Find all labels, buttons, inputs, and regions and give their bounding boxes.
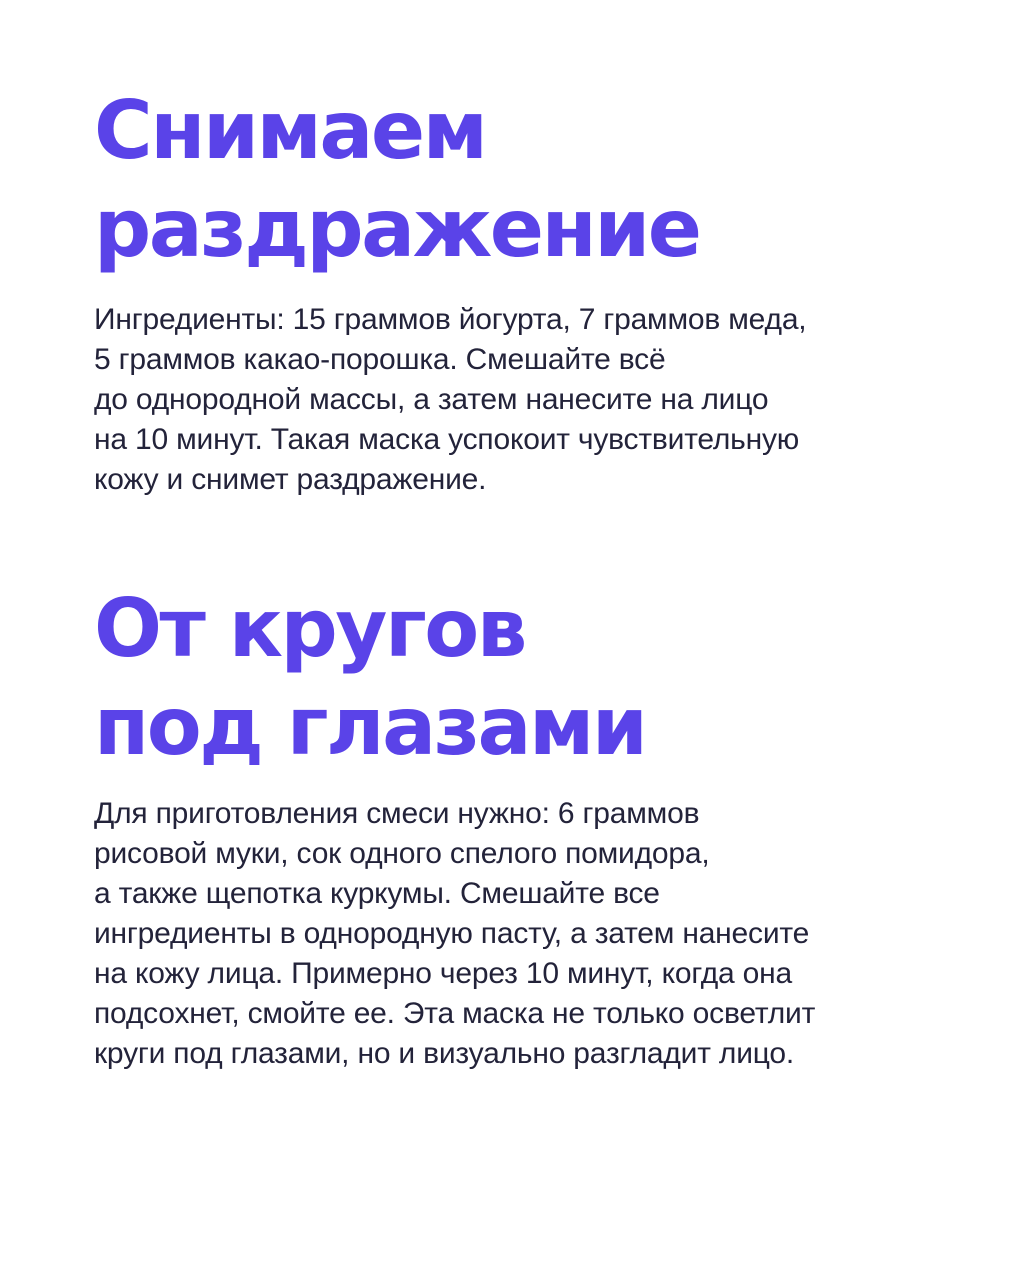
heading-line: От кругов (94, 582, 525, 675)
heading-line: под глазами (94, 680, 646, 773)
section-paragraph (94, 300, 806, 500)
paragraph-line: Ингредиенты: 15 граммов йогурта, 7 граммов меда, (94, 303, 807, 336)
paragraph-line: ингредиенты в однородную пасту, а затем нанесите (94, 917, 810, 950)
paragraph-line: рисовой муки, сок одного спелого помидора, (94, 837, 710, 870)
paragraph-line: подсохнет, смойте ее. Эта маска не только осветлит (94, 997, 816, 1030)
paragraph-line: круги под глазами, но и визуально разгладит лицо. (94, 1037, 795, 1070)
paragraph-line: на кожу лица. Примерно через 10 минут, когда она (94, 957, 792, 990)
section-heading (94, 580, 974, 776)
section-soothe-irritation (94, 82, 974, 496)
paragraph-line: 5 граммов какао-порошка. Смешайте всё (94, 343, 666, 376)
paragraph-line: а также щепотка куркумы. Смешайте все (94, 877, 660, 910)
section-under-eye-circles (94, 580, 974, 1070)
paragraph-line: кожу и снимет раздражение. (94, 463, 487, 496)
section-paragraph (94, 794, 815, 1074)
heading-line: Снимаем (94, 84, 486, 177)
heading-line: раздражение (94, 182, 700, 275)
section-heading (94, 82, 974, 278)
paragraph-line: Для приготовления смеси нужно: 6 граммов (94, 797, 700, 830)
paragraph-line: до однородной массы, а затем нанесите на лицо (94, 383, 769, 416)
paragraph-line: на 10 минут. Такая маска успокоит чувствительную (94, 423, 800, 456)
